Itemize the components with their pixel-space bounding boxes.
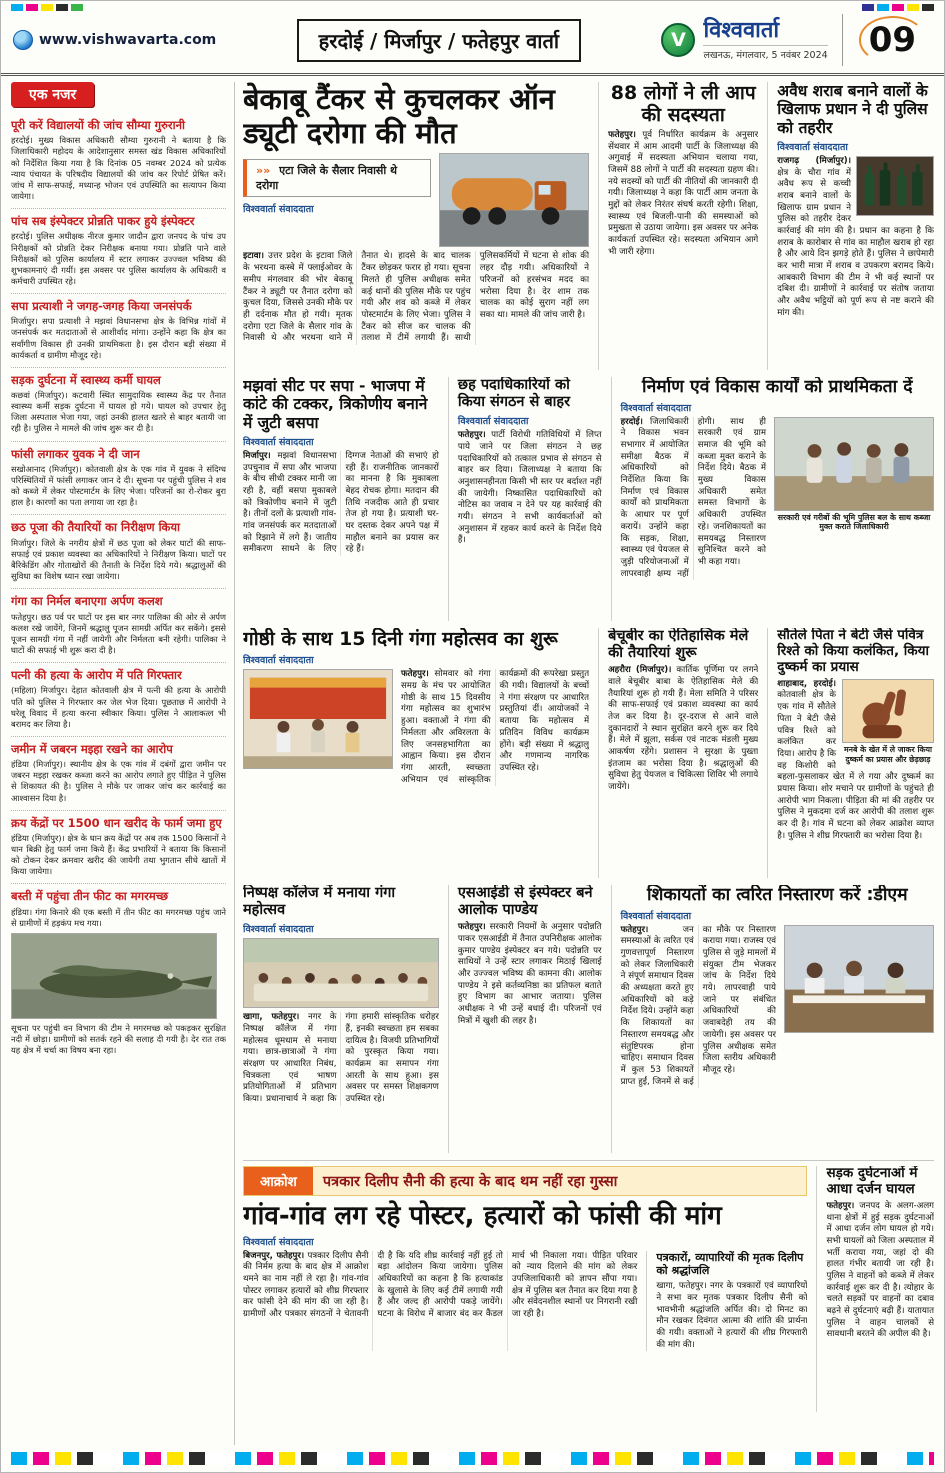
article-headline: गोष्ठी के साथ 15 दिनी गंगा महोत्सव का शुरू: [243, 628, 558, 650]
article-aap-membership: [598, 82, 758, 370]
paper-logo: [661, 17, 828, 61]
photo-caption: सरकारी एवं गरीबों की भूमि पुलिस बल के साथ कब्जा मुक्त कराते जिलाधिकारी: [777, 512, 931, 532]
protest-banner: [243, 1166, 807, 1196]
main-content: [243, 82, 934, 1445]
brief-body: हंडिया। गंगा किनारे की एक बस्ती में तीन फीट का मगरमच्छ पहुंच जाने से ग्रामीणों में हड़कंप मच गया।: [11, 906, 226, 928]
chevron-marks-icon: »»: [256, 164, 271, 178]
paper-name: विश्ववार्ता: [703, 17, 780, 43]
liquor-bottles-photo: [856, 156, 934, 216]
article-development-priority: [611, 377, 934, 621]
article-headline: निर्माण एवं विकास कार्यों को प्राथमिकता दें: [642, 377, 913, 397]
article-tanker-death: [243, 82, 589, 370]
samadhan-diwas-photo: [784, 925, 934, 1033]
article-headline: एसआईडी से इंस्पेक्टर बने आलोक पाण्डेय: [457, 885, 593, 919]
crocodile-photo: [11, 933, 217, 1019]
article-headline: सड़क दुर्घटनाओं में आधा दर्जन घायल: [826, 1166, 918, 1197]
article-headline: शिकायतों का त्वरित निस्तारण करें :डीएम: [647, 885, 908, 905]
page-number: 09: [842, 14, 932, 66]
news-brief: [11, 294, 226, 368]
banner-label: आक्रोश: [244, 1167, 313, 1195]
article-headline: सौतेले पिता ने बेटी जैसे पवित्र रिश्ते को किया कलंकित, किया दुष्कर्म का प्रयास: [777, 628, 929, 675]
article-body-wrap: [777, 679, 934, 843]
article-body-wrap: [777, 156, 934, 320]
sidebar-ek-nazar: [11, 82, 235, 1445]
news-brief: [11, 589, 226, 663]
brief-headline: छठ पूजा की तैयारियों का निरीक्षण किया: [11, 520, 181, 535]
sub-article-body: खागा, फतेहपुर। नगर के पत्रकारों एवं व्यापारियों ने सभा कर मृतक पत्रकार दिलीप सैनी को भावभीनी श्रद्धांजलि अर्पित की। दो मिनट का मौन रखकर दिवंगत आत्मा की शांति की प्रार्थना की गयी। वक्ताओं ने हत्यारों की शीघ्र गिरफ्तारी की मांग की।: [656, 1281, 808, 1350]
globe-icon: [13, 30, 33, 50]
officials-walking-photo: [774, 417, 934, 511]
brief-headline: गंगा का निर्मल बनाएगा अर्पण कलश: [11, 594, 163, 609]
article-body: फतेहपुर। सोमवार को गंगा समग्र के मंच पर आयोजित गोष्ठी के साथ 15 दिवसीय गंगा महोत्सव का शुभारंभ हुआ। वक्ताओं ने गंगा की निर्मलता और अविरलता के लिए जनसहभागिता का आह्वान किया। इस दौरान गंगा आरती, स्वच्छता अभियान एवं सांस्कृतिक कार्यक्रमों की रूपरेखा प्रस्तुत की गयी। विद्यालयों के बच्चों ने गंगा संरक्षण पर आधारित प्रस्तुतियां दीं। आयोजकों ने बताया कि महोत्सव में प्रतिदिन विविध कार्यक्रम होंगे। बड़ी संख्या में श्रद्धालु और गणमान्य नागरिक उपस्थित रहे।: [401, 669, 590, 785]
edition-line: लखनऊ, मंगलवार, 5 नवंबर 2024: [703, 45, 827, 61]
article-body: अहरौरा (मिर्जापुर)। कार्तिक पूर्णिमा पर लगने वाले बेचूबीर बाबा के ऐतिहासिक मेले की तैयारियां शुरू हो गयी हैं। मेला समिति ने परिसर की साफ-सफाई एवं प्रकाश व्यवस्था का कार्य तेज कर दिया है। दूर-दराज से आने वाले दुकानदारों ने स्थान सुरक्षित करने शुरू कर दिये हैं। मेले में झूला, सर्कस एवं नाटक मंडली मुख्य आकर्षण रहेंगे। प्रशासन ने सुरक्षा के पुख्ता इंतजाम का भरोसा दिया है। श्रद्धालुओं की सुविधा हेतु पेयजल व चिकित्सा शिविर भी लगाये जायेंगे।: [608, 665, 759, 793]
article-body: हरदोई। जिलाधिकारी ने विकास भवन सभागार में आयोजित समीक्षा बैठक में अधिकारियों को निर्देशित किया कि निर्माण एवं विकास कार्यों को प्राथमिकता के आधार पर पूर्ण करायें। उन्होंने कहा कि सड़क, शिक्षा, स्वास्थ्य एवं पेयजल से जुड़ी परियोजनाओं में लापरवाही क्षम्य नहीं होगी। साथ ही सरकारी एवं ग्राम समाज की भूमि को कब्जा मुक्त कराने के निर्देश दिये। बैठक में मुख्य विकास अधिकारी समेत समस्त विभागों के अधिकारी उपस्थित रहे। जनशिकायतों का समयबद्ध निस्तारण सुनिश्चित करने को भी कहा गया।: [620, 416, 766, 579]
article-body: खागा, फतेहपुर। नगर के निष्पक्ष कॉलेज में गंगा महोत्सव धूमधाम से मनाया गया। छात्र-छात्राओं ने गंगा संरक्षण पर आधारित निबंध, चित्रकला एवं भाषण प्रतियोगिताओं में प्रतिभाग किया। प्रधानाचार्य ने कहा कि गंगा हमारी सांस्कृतिक धरोहर हैं, इनकी स्वच्छता हम सबका दायित्व है। विजयी प्रतिभागियों को पुरस्कृत किया गया। कार्यक्रम का समापन गंगा आरती के साथ हुआ। इस अवसर पर समस्त शिक्षकगण उपस्थित रहे।: [243, 1012, 439, 1105]
news-brief: [11, 663, 226, 737]
page-body: [1, 76, 944, 1449]
paper-logo-icon: V: [661, 23, 695, 57]
news-brief: [11, 515, 226, 589]
article-byline: विश्ववार्ता संवाददाता: [620, 402, 692, 414]
article-headline: गांव-गांव लग रहे पोस्टर, हत्यारों को फांसी की मांग: [243, 1201, 722, 1231]
article-headline: मझवां सीट पर सपा - भाजपा में कांटे की टक्कर, त्रिकोणीय बनाने में जुटी बसपा: [243, 377, 428, 432]
brief-body: मिर्जापुर। सपा प्रत्याशी ने मझवां विधानसभा क्षेत्र के विभिन्न गांवों में जनसंपर्क कर मतदाताओं से आशीर्वाद मांगा। उन्होंने कहा कि क्षेत्र का सर्वांगीण विकास ही उनकी प्राथमिकता है। इस दौरान बड़ी संख्या में कार्यकर्ता व ग्रामीण मौजूद रहे।: [11, 316, 226, 360]
brief-body: हंडिया (मिर्जापुर)। स्थानीय क्षेत्र के एक गांव में दबंगों द्वारा जमीन पर जबरन मइहा रखकर कब्जा करने का आरोप लगाते हुए पीड़ित ने पुलिस से शिकायत की है। पुलिस ने मौके पर जाकर जांच कर कार्रवाई का आश्वासन दिया है।: [11, 759, 226, 803]
registration-group: [862, 4, 934, 11]
news-brief: [11, 442, 226, 516]
row-third: [243, 628, 934, 878]
article-byline: विश्ववार्ता संवाददाता: [777, 141, 848, 153]
brief-headline: सड़क दुर्घटना में स्वास्थ्य कर्मी घायल: [11, 372, 161, 387]
article-headline: अवैध शराब बनाने वालों के खिलाफ प्रधान ने दी पुलिस को तहरीर: [777, 82, 928, 137]
website-url: [13, 30, 216, 50]
row-fourth: [243, 885, 934, 1153]
photo-caption: मनबे के खेत में ले जाकर किया दुष्कर्म का प्रयास और छेड़छाड़: [843, 744, 933, 764]
article-dm-complaints: [611, 885, 934, 1153]
sub-article-tribute: [646, 1251, 807, 1352]
article-byline: विश्ववार्ता संवाददाता: [243, 204, 314, 216]
article-bechubir-mela: [598, 628, 758, 878]
article-headline: निष्पक्ष कॉलेज में मनाया गंगा महोत्सव: [243, 885, 396, 919]
brief-headline: सपा प्रत्याशी ने जगह-जगह किया जनसंपर्क: [11, 298, 192, 313]
banner-strip-text: पत्रकार दिलीप सैनी की हत्या के बाद थम नहीं रहा गुस्सा: [322, 1174, 618, 1190]
land-clearing-figure: [774, 417, 934, 532]
row-second: [243, 377, 934, 621]
article-body: फतेहपुर। जनपद के अलग-अलग थाना क्षेत्रों में हुई सड़क दुर्घटनाओं में आधा दर्जन लोग घायल हो गये। सभी घायलों को जिला अस्पताल में भर्ती कराया गया, जहां दो की हालत गंभीर बतायी जा रही है। पुलिस ने वाहनों को कब्जे में लेकर कार्रवाई शुरू कर दी है। त्योहार के चलते सड़कों पर वाहनों का दबाव बढ़ने से दुर्घटनाएं बढ़ी हैं। यातायात पुलिस ने वाहन चालकों से सावधानी बरतने की अपील की है।: [826, 1200, 934, 1340]
article-body: राजगढ़ (मिर्जापुर)। क्षेत्र के चौरा गांव में अवैध रूप से कच्ची शराब बनाने वालों के खिलाफ ग्राम प्रधान ने पुलिस को तहरीर देकर कार्रवाई की मांग की है। प्रधान का कहना है कि शराब के कारोबार से गांव का माहौल खराब हो रहा है और आये दिन झगड़े होते हैं। पुलिस ने छापेमारी कर भारी मात्रा में शराब व उपकरण बरामद किये। आबकारी विभाग की टीम ने भी कई स्थानों पर दबिश दी। ग्रामीणों ने कार्रवाई पर संतोष जताया और अवैध भट्ठियों को पूर्ण रूप से नष्ट कराने की मांग की।: [777, 155, 934, 318]
brief-body: हरदोई। पुलिस अधीक्षक नीरज कुमार जादौन द्वारा जनपद के पांच उप निरीक्षकों को प्रोन्नति देकर निरीक्षक बनाया गया। प्रोन्नति पाने वाले निरीक्षकों को पुलिस कार्यालय में स्टार लगाकर उज्ज्वल भविष्य की शुभकामनाएं दी गयीं। इस अवसर पर पुलिस कार्यालय के अधिकारी व कर्मचारी उपस्थित रहे।: [11, 231, 226, 286]
brief-headline: जमीन में जबरन मइहा रखने का आरोप: [11, 741, 173, 756]
section-title: हरदोई / मिर्जापुर / फतेहपुर वार्ता: [297, 19, 581, 62]
article-college-mahotsav: [243, 885, 439, 1153]
masthead: [1, 12, 944, 76]
brief-body: सूचना पर पहुंची वन विभाग की टीम ने मगरमच्छ को पकड़कर सुरक्षित नदी में छोड़ा। ग्रामीणों को सतर्क रहने की सलाह दी गयी है। देर रात तक यह क्षेत्र में चर्चा का विषय बना रहा।: [11, 1023, 226, 1056]
article-road-accidents: [816, 1166, 934, 1412]
news-brief: [11, 209, 226, 294]
article-illegal-liquor: [767, 82, 934, 370]
article-headline: बेचूबीर का ऐतिहासिक मेले की तैयारियां शुरू: [608, 628, 749, 662]
brief-headline: फांसी लगाकर युवक ने दी जान: [11, 446, 140, 461]
article-byline: विश्ववार्ता संवाददाता: [243, 1236, 314, 1248]
article-body: फतेहपुर। पूर्व निर्धारित कार्यक्रम के अनुसार सेंथवार में आम आदमी पार्टी के जिलाध्यक्ष की अगुवाई में सदस्यता अभियान चलाया गया, जिसमें 88 लोगों ने पार्टी की सदस्यता ग्रहण की। नये सदस्यों को पार्टी की नीतियों की जानकारी दी गयी। जिलाध्यक्ष ने कहा कि पार्टी आम जनता के मुद्दों को लेकर निरंतर संघर्ष करती रहेगी। शिक्षा, स्वास्थ्य एवं बिजली-पानी की समस्याओं को प्रमुखता से उठाया जायेगा। इस अवसर पर अनेक कार्यकर्ता उपस्थित रहे। सदस्यता अभियान आगे भी जारी रहेगा।: [608, 129, 759, 257]
brief-body: हरदोई। मुख्य विकास अधिकारी सौम्या गुरुरानी ने बताया है कि जिलाधिकारी महोदय के आदेशानुसार समस्त खंड विकास अधिकारियों को निर्देशित किया गया है कि दिनांक 05 नवम्बर 2024 को प्रत्येक न्याय पंचायत के परिषदीय विद्यालयों की जांच कर रिपोर्ट प्रेषित करें। जांच में साफ-सफाई, मध्यान्ह भोजन एवं उपस्थिति का सत्यापन किया जायेगा।: [11, 135, 226, 201]
brief-body: सखोआनाद (मिर्जापुर)। कोतवाली क्षेत्र के एक गांव में युवक ने संदिग्ध परिस्थितियों में फांसी लगाकर जान दे दी। सूचना पर पहुंची पुलिस ने शव को कब्जे में लेकर पोस्टमार्टम के लिए भेजा। परिजनों का रो-रोकर बुरा हाल है। कारणों का पता लगाया जा रहा है।: [11, 463, 226, 508]
sidebar-header: एक नजर: [11, 82, 94, 107]
news-brief: [11, 113, 226, 209]
article-headline: छह पदाधिकारियों को किया संगठन से बाहर: [457, 377, 571, 411]
article-byline: विश्ववार्ता संवाददाता: [243, 436, 314, 448]
article-body: फतेहपुर। जन समस्याओं के त्वरित एवं गुणवत्तापूर्ण निस्तारण को लेकर जिलाधिकारी ने संपूर्ण समाधान दिवस की अध्यक्षता करते हुए अधिकारियों को कड़े निर्देश दिये। उन्होंने कहा कि शिकायतों का निस्तारण समयबद्ध और संतुष्टिपरक होना चाहिए। समाधान दिवस में कुल 53 शिकायतें प्राप्त हुईं, जिनमें से कई का मौके पर निस्तारण कराया गया। राजस्व एवं पुलिस से जुड़े मामलों में संयुक्त टीम भेजकर जांच के निर्देश दिये गये। लापरवाही पाये जाने पर संबंधित अधिकारियों की जवाबदेही तय की जायेगी। इस अवसर पर पुलिस अधीक्षक समेत जिला स्तरीय अधिकारी मौजूद रहे।: [620, 924, 776, 1087]
brief-body: फतेहपुर। छठ पर्व पर घाटों पर इस बार नगर पालिका की ओर से अर्पण कलश रखे जायेंगे, जिनमें श्रद्धालु पूजन सामग्री अर्पित कर सकेंगे। इससे पूजन सामग्री गंगा में नहीं जायेगी और निर्मलता बनी रहेगी। पालिका ने घाटों की सफाई भी शुरू करा दी है।: [11, 611, 226, 655]
article-byline: विश्ववार्ता संवाददाता: [243, 924, 314, 936]
sub-article-headline: पत्रकारों, व्यापारियों की मृतक दिलीप को श्रद्धांजलि: [656, 1250, 804, 1278]
article-headline: 88 लोगों ने ली आप की सदस्यता: [610, 82, 756, 127]
hand-illustration: [842, 679, 934, 743]
article-byline: विश्ववार्ता संवाददाता: [243, 655, 314, 667]
brief-body: मिर्जापुर। जिले के नगरीय क्षेत्रों में छठ पूजा को लेकर घाटों की साफ-सफाई एवं प्रकाश व्यवस्था का अधिकारियों ने निरीक्षण किया। घाटों पर बैरिकेडिंग और गोताखोरों की तैनाती के निर्देश दिये गये। श्रद्धालुओं की सुविधा का विशेष ध्यान रखा जायेगा।: [11, 537, 226, 582]
brief-headline: बस्ती में पहुंचा तीन फीट का मगरमच्छ: [11, 889, 168, 904]
article-body: फतेहपुर। पार्टी विरोधी गतिविधियों में लिप्त पाये जाने पर जिला संगठन ने छह पदाधिकारियों को तत्काल प्रभाव से संगठन से बाहर कर दिया। जिलाध्यक्ष ने बताया कि अनुशासनहीनता किसी भी स्तर पर बर्दाश्त नहीं की जायेगी। निष्कासित पदाधिकारियों को नोटिस का जवाब न देने पर यह कार्रवाई की गयी। संगठन ने सभी कार्यकर्ताओं को अनुशासन में रहकर कार्य करने के निर्देश दिये हैं।: [457, 430, 602, 546]
registration-group: [11, 4, 83, 11]
news-brief: [11, 368, 226, 442]
article-byline: विश्ववार्ता संवाददाता: [620, 910, 692, 922]
brief-headline: पत्नी की हत्या के आरोप में पति गिरफ्तार: [11, 668, 182, 683]
article-body: शाहाबाद, हरदोई। कोतवाली क्षेत्र के एक गांव में सौतेले पिता ने बेटी जैसे पवित्र रिश्ते को कलंकित कर दिया। आरोप है कि वह किशोरी को बहला-फुसलाकर खेत में ले गया और दुष्कर्म का प्रयास किया। शोर मचाने पर ग्रामीणों के पहुंचते ही आरोपी भाग निकला। पीड़िता की मां की तहरीर पर पुलिस ने मुकदमा दर्ज कर आरोपी की तलाश शुरू कर दी है। गांव में घटना को लेकर आक्रोश व्याप्त है। पुलिस ने शीघ्र गिरफ्तारी का भरोसा दिया है।: [777, 678, 934, 841]
brief-body: (महिला) मिर्जापुर। देहात कोतवाली क्षेत्र में पत्नी की हत्या के आरोपी पति को पुलिस ने गिरफ्तार कर जेल भेज दिया। पूछताछ में आरोपी ने घरेलू विवाद में हत्या करना स्वीकार किया। पुलिस ने आलाकत्ल भी बरामद कर लिया है।: [11, 685, 226, 729]
brief-headline: पूरी करें विद्यालयों की जांच सौम्या गुरुरानी: [11, 118, 185, 132]
article-stepfather-crime: [767, 628, 934, 878]
article-inspector-promotion: [448, 885, 602, 1153]
brief-body: हंडिया (मिर्जापुर)। क्षेत्र के धान क्रय केंद्रों पर अब तक 1500 किसानों ने धान बिक्री हेतु फार्म जमा किये हैं। केंद्र प्रभारियों ने बताया कि किसानों को टोकन देकर क्रमवार खरीद की जायेगी तथा भुगतान सीधे खातों में किया जायेगा।: [11, 833, 226, 877]
article-ganga-mahotsav: [243, 628, 589, 878]
brief-headline: पांच सब इंस्पेक्टर प्रोन्नति पाकर हुये इंस्पेक्टर: [11, 214, 195, 229]
article-headline: बेकाबू टैंकर से कुचलकर ऑन ड्यूटी दरोगा की मौत: [243, 82, 555, 151]
article-officials-expelled: [448, 377, 602, 621]
article-kicker: »» एटा जिले के सैलार निवासी थे दरोगा: [243, 159, 431, 197]
article-body: फतेहपुर। सरकारी नियमों के अनुसार पदोन्नति पाकर एसआईडी में तैनात उपनिरीक्षक आलोक कुमार पाण्डेय इंस्पेक्टर बन गये। पदोन्नति पर साथियों ने उन्हें स्टार लगाकर मिठाई खिलाई और उज्ज्वल भविष्य की कामना की। आलोक पाण्डेय ने इसे कर्तव्यनिष्ठा का प्रतिफल बताते हुए विभाग का आभार जताया। पुलिस अधीक्षक ने भी उन्हें बधाई दी। परिजनों एवं मित्रों में खुशी की लहर है।: [457, 922, 602, 1026]
college-event-photo: [243, 938, 439, 1008]
poster-columns: [243, 1251, 807, 1352]
article-majhawan-seat: [243, 377, 439, 621]
article-body: इटावा। उत्तर प्रदेश के इटावा जिले के भरथना कस्बे में फ्लाईओवर के समीप मंगलवार की भोर बेकाबू टैंकर ने ड्यूटी पर तैनात दरोगा को कुचल दिया, जिससे उनकी मौके पर ही दर्दनाक मौत हो गयी। मृतक दरोगा एटा जिले के सैलार गांव के निवासी थे और भरथना थाने में तैनात थे। हादसे के बाद चालक टैंकर छोड़कर फरार हो गया। सूचना मिलते ही पुलिस अधीक्षक समेत कई थानों की पुलिस मौके पर पहुंच गयी और शव को कब्जे में लेकर पोस्टमार्टम के लिए भेजा। पुलिस ने टैंकर को सीज कर चालक की तलाश में टीमें लगायी हैं। साथी पुलिसकर्मियों में घटना से शोक की लहर दौड़ गयी। अधिकारियों ने परिजनों को हरसंभव मदद का भरोसा दिया है। देर शाम तक चालक का कोई सुराग नहीं लग सका था। मामले की जांच जारी है।: [243, 251, 590, 344]
news-brief-crocodile: [11, 884, 226, 1062]
registration-strip-bottom: [11, 1452, 934, 1465]
brief-headline: क्रय केंद्रों पर 1500 धान खरीद के फार्म जमा हुए: [11, 815, 222, 830]
article-poster-protest: [243, 1166, 807, 1412]
news-brief: [11, 811, 226, 885]
row-bottom: [243, 1160, 934, 1412]
brief-body: कछवां (मिर्जापुर)। कटवारी स्थित सामुदायिक स्वास्थ्य केंद्र पर तैनात स्वास्थ्य कर्मी सड़क दुर्घटना में घायल हो गये। घायल को उपचार हेतु जिला अस्पताल भेजा गया, जहां उनकी हालत खतरे से बाहर बतायी जा रही है। पुलिस ने मामले की जांच शुरू कर दी है।: [11, 390, 226, 434]
mahotsav-stage-photo: [243, 669, 393, 769]
article-body: मिर्जापुर। मझवां विधानसभा उपचुनाव में सपा और भाजपा के बीच सीधी टक्कर मानी जा रही है, वहीं बसपा मुकाबले को त्रिकोणीय बनाने में जुटी है। तीनों दलों के प्रत्याशी गांव-गांव जनसंपर्क कर मतदाताओं को रिझाने में लगे हैं। जातीय समीकरण साधने के लिए दिग्गज नेताओं की सभाएं हो रही हैं। राजनीतिक जानकारों का मानना है कि मुकाबला बेहद रोचक होगा। मतदान की तिथि नजदीक आते ही प्रचार तेज हो गया है। प्रत्याशी घर-घर दस्तक देकर अपने पक्ष में माहौल बनाने का प्रयास कर रहे हैं।: [243, 450, 439, 555]
crime-illustration-figure: [842, 679, 934, 764]
tanker-photo: [439, 153, 589, 247]
news-brief: [11, 737, 226, 811]
row-top: [243, 82, 934, 370]
registration-marks-top: [1, 1, 944, 12]
article-body: बिजनपुर, फतेहपुर। पत्रकार दिलीप सैनी की निर्मम हत्या के बाद क्षेत्र में आक्रोश थमने का नाम नहीं ले रहा है। गांव-गांव पोस्टर लगाकर हत्यारों को शीघ्र गिरफ्तार कर फांसी देने की मांग की जा रही है। ग्रामीणों और पत्रकार संगठनों ने चेतावनी दी है कि यदि शीघ्र कार्रवाई नहीं हुई तो बड़ा आंदोलन किया जायेगा। पुलिस अधिकारियों का कहना है कि हत्याकांड के खुलासे के लिए कई टीमें लगायी गयी हैं और जल्द ही आरोपी पकड़े जायेंगे। घटना के विरोध में बाजार बंद कर कैंडल मार्च भी निकाला गया। पीड़ित परिवार को न्याय दिलाने की मांग को लेकर उपजिलाधिकारी को ज्ञापन सौंपा गया। क्षेत्र में पुलिस बल तैनात कर दिया गया है और संवेदनशील स्थानों पर निगरानी रखी जा रही है।: [243, 1250, 638, 1320]
article-byline: विश्ववार्ता संवाददाता: [457, 416, 529, 428]
website-text: www.vishwavarta.com: [39, 32, 217, 48]
